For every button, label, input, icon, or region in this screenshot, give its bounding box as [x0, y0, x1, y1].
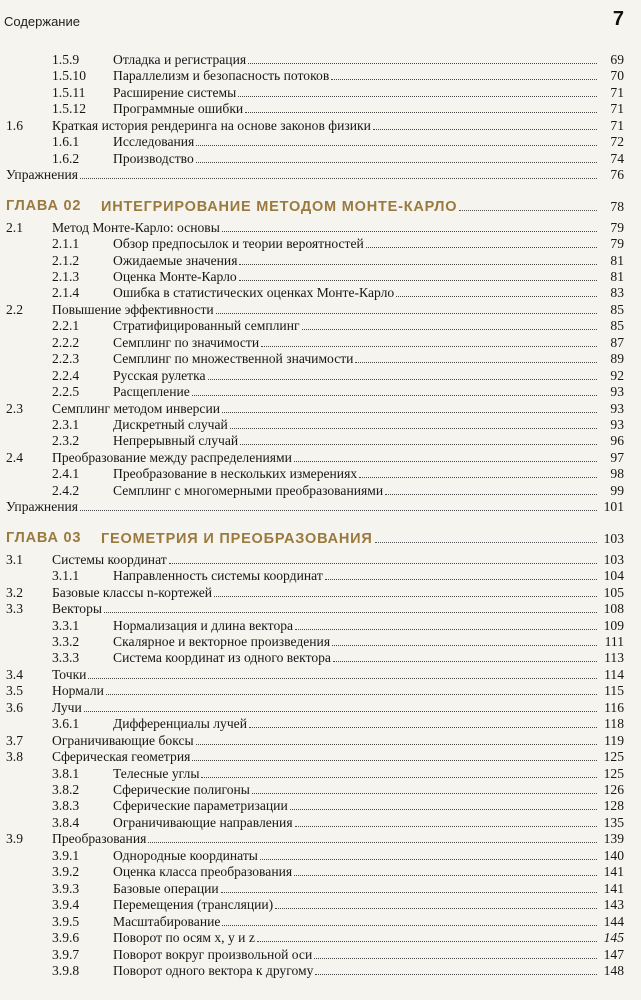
- section-page: 71: [610, 117, 624, 133]
- section-title: Параллелизм и безопасность потоков: [113, 68, 330, 84]
- section-page: 113: [604, 650, 624, 666]
- dot-leader: [332, 634, 597, 646]
- section-page: 145: [603, 930, 624, 946]
- section-page: 141: [603, 864, 624, 880]
- chapter-page: 103: [603, 530, 624, 546]
- section-title: Сферическая геометрия: [52, 749, 191, 765]
- section-title: Расщепление: [113, 384, 190, 400]
- toc-subsection[interactable]: [6, 897, 624, 914]
- section-number: 3.8.1: [52, 765, 80, 781]
- section-title: Нормали: [52, 683, 104, 699]
- chapter-heading[interactable]: [6, 196, 624, 216]
- section-number: 2.2.3: [52, 351, 80, 367]
- toc-subsection[interactable]: [6, 85, 624, 102]
- dot-leader: [333, 650, 597, 662]
- toc-section[interactable]: [6, 552, 624, 569]
- section-title: Ограничивающие боксы: [52, 732, 194, 748]
- section-title: Отладка и регистрация: [113, 52, 247, 67]
- section-title: Скалярное и векторное произведения: [113, 633, 331, 649]
- section-page: 93: [610, 400, 624, 416]
- section-number: 1.6.1: [52, 134, 80, 150]
- section-number: 3.8.3: [52, 798, 80, 814]
- toc-subsection[interactable]: [6, 134, 624, 151]
- toc-subsection[interactable]: [6, 798, 624, 815]
- section-number: 3.7: [6, 732, 23, 748]
- section-number: 2.2.2: [52, 334, 80, 350]
- toc-subsection[interactable]: [6, 848, 624, 865]
- toc-subsection[interactable]: [6, 634, 624, 651]
- dot-leader: [192, 749, 597, 761]
- toc-subsection[interactable]: [6, 318, 624, 335]
- section-title: Ограничивающие направления: [113, 814, 293, 830]
- section-title: Повышение эффективности: [52, 301, 214, 317]
- dot-leader: [248, 52, 597, 64]
- section-number: 3.8: [6, 749, 23, 765]
- section-title: Ожидаемые значения: [113, 252, 238, 268]
- section-title: Преобразования: [52, 831, 147, 847]
- section-title: Семплинг методом инверсии: [52, 400, 221, 416]
- chapter-number: ГЛАВА 02: [6, 197, 82, 214]
- toc-subsection[interactable]: [6, 417, 624, 434]
- chapter-title: ГЕОМЕТРИЯ И ПРЕОБРАЗОВАНИЯ: [101, 530, 373, 547]
- dot-leader: [245, 101, 597, 113]
- section-page: 126: [603, 782, 624, 797]
- dot-leader: [295, 618, 597, 630]
- section-page: 79: [610, 219, 624, 235]
- dot-leader: [331, 68, 597, 80]
- section-page: 81: [610, 268, 624, 284]
- section-number: 3.6.1: [52, 716, 80, 732]
- section-number: 1.6: [6, 117, 23, 133]
- section-page: 87: [610, 334, 624, 350]
- dot-leader: [239, 253, 597, 265]
- section-title: Метод Монте-Карло: основы: [52, 219, 220, 235]
- section-number: 2.1.4: [52, 285, 80, 301]
- toc-subsection[interactable]: [6, 650, 624, 667]
- section-title: Стратифицированный семплинг: [113, 318, 300, 334]
- section-number: 2.1.1: [52, 236, 80, 252]
- section-title: Непрерывный случай: [113, 433, 239, 449]
- dot-leader: [222, 401, 597, 413]
- toc-subsection[interactable]: [6, 914, 624, 931]
- section-title: Сферические полигоны: [113, 782, 250, 797]
- section-page: 72: [610, 134, 624, 150]
- section-number: 3.9.6: [52, 930, 80, 946]
- section-page: 101: [603, 499, 624, 515]
- dot-leader: [261, 335, 597, 347]
- section-title: Сферические параметризации: [113, 798, 288, 814]
- dot-leader: [325, 568, 597, 580]
- dot-leader: [238, 85, 597, 97]
- dot-leader: [302, 318, 597, 330]
- section-page: 89: [610, 351, 624, 367]
- dot-leader: [290, 798, 597, 810]
- section-title: Упражнения: [6, 499, 79, 515]
- section-title: Дискретный случай: [113, 417, 228, 432]
- section-number: 1.5.10: [52, 68, 86, 84]
- dot-leader: [214, 585, 597, 597]
- toc-subsection[interactable]: [6, 368, 624, 385]
- section-page: 97: [610, 449, 624, 465]
- section-page: 148: [603, 962, 624, 978]
- section-page: 105: [603, 584, 624, 600]
- section-title: Программные ошибки: [113, 101, 244, 117]
- section-number: 2.2: [6, 301, 23, 317]
- section-page: 118: [604, 716, 624, 732]
- section-title: Семплинг по множественной значимости: [113, 351, 354, 367]
- toc-subsection[interactable]: [6, 815, 624, 832]
- dot-leader: [239, 269, 597, 281]
- section-page: 70: [610, 68, 624, 84]
- toc-section[interactable]: [6, 450, 624, 467]
- dot-leader: [355, 351, 597, 363]
- dot-leader: [459, 196, 597, 211]
- dot-leader: [221, 881, 597, 893]
- section-number: 3.8.2: [52, 782, 80, 797]
- section-number: 2.4.2: [52, 482, 80, 498]
- section-number: 3.5: [6, 683, 23, 699]
- toc-section[interactable]: [6, 601, 624, 618]
- section-number: 3.9.8: [52, 962, 80, 978]
- toc-subsection[interactable]: [6, 466, 624, 483]
- dot-leader: [366, 236, 597, 248]
- dot-leader: [196, 151, 597, 163]
- section-title: Масштабирование: [113, 913, 221, 929]
- dot-leader: [201, 766, 597, 778]
- toc-subsection[interactable]: [6, 716, 624, 733]
- section-number: 1.5.12: [52, 101, 86, 117]
- toc-subsection[interactable]: [6, 253, 624, 270]
- section-title: Краткая история рендеринга на основе законов физики: [52, 117, 371, 133]
- dot-leader: [148, 831, 597, 843]
- section-title: Лучи: [52, 699, 82, 715]
- section-page: 135: [603, 814, 624, 830]
- section-page: 81: [610, 252, 624, 268]
- section-number: 3.3: [6, 601, 23, 617]
- section-title: Нормализация и длина вектора: [113, 617, 294, 633]
- toc-subsection[interactable]: [6, 963, 624, 980]
- toc-subsection[interactable]: [6, 433, 624, 450]
- toc-subsection[interactable]: [6, 68, 624, 85]
- toc-subsection[interactable]: [6, 236, 624, 253]
- section-page: 147: [603, 946, 624, 962]
- dot-leader: [208, 368, 597, 380]
- section-number: 2.3.2: [52, 433, 80, 449]
- dot-leader: [240, 433, 597, 445]
- section-number: 3.8.4: [52, 814, 80, 830]
- toc-subsection[interactable]: [6, 930, 624, 947]
- toc-section[interactable]: [6, 118, 624, 135]
- section-title: Преобразование между распределениями: [52, 449, 292, 465]
- section-page: 128: [603, 798, 624, 814]
- section-page: 98: [610, 466, 624, 482]
- section-number: 2.3.1: [52, 417, 80, 432]
- dot-leader: [196, 134, 597, 146]
- dot-leader: [192, 384, 597, 396]
- section-page: 144: [603, 913, 624, 929]
- dot-leader: [222, 220, 597, 232]
- section-number: 2.1.2: [52, 252, 80, 268]
- dot-leader: [88, 667, 597, 679]
- dot-leader: [375, 528, 597, 543]
- section-title: Базовые операции: [113, 880, 219, 896]
- section-title: Поворот одного вектора к другому: [113, 962, 314, 978]
- dot-leader: [359, 466, 597, 478]
- toc-subsection[interactable]: [6, 568, 624, 585]
- dot-leader: [80, 167, 597, 179]
- running-head: Содержание: [4, 14, 80, 29]
- section-number: 2.2.4: [52, 367, 80, 383]
- dot-leader: [106, 683, 597, 695]
- section-number: 3.1: [6, 551, 23, 567]
- section-title: Однородные координаты: [113, 847, 258, 863]
- section-number: 2.1.3: [52, 268, 80, 284]
- dot-leader: [196, 733, 597, 745]
- section-title: Векторы: [52, 601, 103, 617]
- section-page: 103: [603, 551, 624, 567]
- toc-subsection[interactable]: [6, 483, 624, 500]
- dot-leader: [396, 285, 597, 297]
- dot-leader: [275, 897, 597, 909]
- dot-leader: [260, 848, 597, 860]
- section-title: Точки: [52, 666, 87, 682]
- section-title: Ошибка в статистических оценках Монте-Карло: [113, 285, 395, 301]
- section-page: 71: [610, 101, 624, 117]
- section-title: Оценка класса преобразования: [113, 864, 293, 880]
- section-number: 1.5.9: [52, 52, 80, 67]
- section-number: 3.9.7: [52, 946, 80, 962]
- section-page: 114: [604, 666, 624, 682]
- dot-leader: [252, 782, 597, 794]
- section-title: Семплинг по значимости: [113, 334, 260, 350]
- section-number: 3.9.4: [52, 897, 80, 913]
- section-page: 115: [604, 683, 624, 699]
- toc-exercises[interactable]: [6, 167, 624, 184]
- section-number: 3.3.1: [52, 617, 80, 633]
- section-title: Оценка Монте-Карло: [113, 268, 237, 284]
- toc-subsection[interactable]: [6, 864, 624, 881]
- toc-section[interactable]: [6, 683, 624, 700]
- page-number: 7: [612, 8, 624, 30]
- section-page: 85: [610, 318, 624, 334]
- dot-leader: [80, 499, 597, 511]
- toc-subsection[interactable]: [6, 782, 624, 799]
- section-title: Базовые классы n-кортежей: [52, 584, 213, 600]
- section-number: 3.9.3: [52, 880, 80, 896]
- section-page: 93: [610, 417, 624, 432]
- section-page: 111: [604, 633, 624, 649]
- section-page: 143: [603, 897, 624, 913]
- dot-leader: [373, 118, 597, 130]
- section-number: 3.9.2: [52, 864, 80, 880]
- section-page: 119: [604, 732, 624, 748]
- section-title: Телесные углы: [113, 765, 200, 781]
- toc-subsection[interactable]: [6, 351, 624, 368]
- toc-subsection[interactable]: [6, 947, 624, 964]
- section-page: 74: [610, 150, 624, 166]
- section-number: 3.9.1: [52, 847, 80, 863]
- section-page: 141: [603, 880, 624, 896]
- section-page: 85: [610, 301, 624, 317]
- toc-subsection[interactable]: [6, 285, 624, 302]
- toc-subsection[interactable]: [6, 101, 624, 118]
- section-page: 96: [610, 433, 624, 449]
- dot-leader: [249, 716, 597, 728]
- section-page: 108: [603, 601, 624, 617]
- toc-section[interactable]: [6, 302, 624, 319]
- page-header: [4, 8, 624, 34]
- chapter-title: ИНТЕГРИРОВАНИЕ МЕТОДОМ МОНТЕ-КАРЛО: [101, 198, 458, 215]
- chapter-heading[interactable]: [6, 528, 624, 548]
- section-title: Исследования: [113, 134, 195, 150]
- dot-leader: [295, 815, 597, 827]
- section-number: 2.2.5: [52, 384, 80, 400]
- dot-leader: [104, 601, 597, 613]
- toc-subsection[interactable]: [6, 766, 624, 783]
- section-number: 3.1.1: [52, 568, 80, 584]
- section-page: 76: [610, 167, 624, 183]
- toc-subsection[interactable]: [6, 384, 624, 401]
- section-number: 2.3: [6, 400, 23, 416]
- section-title: Упражнения: [6, 167, 79, 183]
- section-number: 3.3.3: [52, 650, 80, 666]
- toc-exercises[interactable]: [6, 499, 624, 516]
- section-page: 69: [610, 52, 624, 67]
- section-number: 3.6: [6, 699, 23, 715]
- section-page: 83: [610, 285, 624, 301]
- section-title: Система координат из одного вектора: [113, 650, 331, 666]
- section-page: 92: [610, 367, 624, 383]
- section-page: 125: [603, 765, 624, 781]
- section-number: 2.4: [6, 449, 23, 465]
- dot-leader: [216, 302, 597, 314]
- section-page: 139: [603, 831, 624, 847]
- dot-leader: [169, 552, 597, 564]
- section-number: 3.4: [6, 666, 23, 682]
- section-title: Преобразование в нескольких измерениях: [113, 466, 358, 482]
- section-title: Направленность системы координат: [113, 568, 323, 584]
- toc-section[interactable]: [6, 667, 624, 684]
- toc-section[interactable]: [6, 585, 624, 602]
- section-title: Обзор предпосылок и теории вероятностей: [113, 236, 364, 252]
- section-title: Расширение системы: [113, 84, 237, 100]
- section-page: 93: [610, 384, 624, 400]
- section-number: 2.2.1: [52, 318, 80, 334]
- dot-leader: [294, 450, 597, 462]
- dot-leader: [385, 483, 597, 495]
- toc-section[interactable]: [6, 401, 624, 418]
- dot-leader: [314, 947, 597, 959]
- toc-section[interactable]: [6, 831, 624, 848]
- section-number: 3.3.2: [52, 633, 80, 649]
- section-title: Поворот вокруг произвольной оси: [113, 946, 313, 962]
- section-number: 3.9: [6, 831, 23, 847]
- section-title: Системы координат: [52, 551, 167, 567]
- section-page: 71: [610, 84, 624, 100]
- toc-section[interactable]: [6, 700, 624, 717]
- chapter-number: ГЛАВА 03: [6, 529, 82, 546]
- section-title: Перемещения (трансляции): [113, 897, 274, 913]
- toc-section[interactable]: [6, 220, 624, 237]
- toc-subsection[interactable]: [6, 881, 624, 898]
- section-page: 140: [603, 847, 624, 863]
- section-number: 1.6.2: [52, 150, 80, 166]
- section-number: 2.1: [6, 219, 23, 235]
- section-number: 2.4.1: [52, 466, 80, 482]
- dot-leader: [222, 914, 597, 926]
- chapter-page: 78: [610, 198, 624, 214]
- dot-leader: [230, 417, 597, 429]
- dot-leader: [294, 864, 597, 876]
- section-number: 3.9.5: [52, 913, 80, 929]
- section-page: 116: [604, 699, 624, 715]
- section-title: Русская рулетка: [113, 367, 206, 383]
- section-title: Семплинг с многомерными преобразованиями: [113, 482, 384, 498]
- section-page: 109: [603, 617, 624, 633]
- section-title: Поворот по осям x, y и z: [113, 930, 255, 946]
- section-number: 1.5.11: [52, 84, 86, 100]
- dot-leader: [257, 930, 597, 942]
- section-page: 79: [610, 236, 624, 252]
- toc-subsection[interactable]: [6, 52, 624, 69]
- toc-subsection[interactable]: [6, 335, 624, 352]
- dot-leader: [84, 700, 597, 712]
- toc-subsection[interactable]: [6, 618, 624, 635]
- toc-subsection[interactable]: [6, 269, 624, 286]
- section-page: 99: [610, 482, 624, 498]
- section-page: 125: [603, 749, 624, 765]
- toc-subsection[interactable]: [6, 151, 624, 168]
- toc-section[interactable]: [6, 733, 624, 750]
- section-title: Производство: [113, 150, 194, 166]
- section-page: 104: [603, 568, 624, 584]
- section-title: Дифференциалы лучей: [113, 716, 247, 732]
- dot-leader: [315, 963, 597, 975]
- toc-section[interactable]: [6, 749, 624, 766]
- section-number: 3.2: [6, 584, 23, 600]
